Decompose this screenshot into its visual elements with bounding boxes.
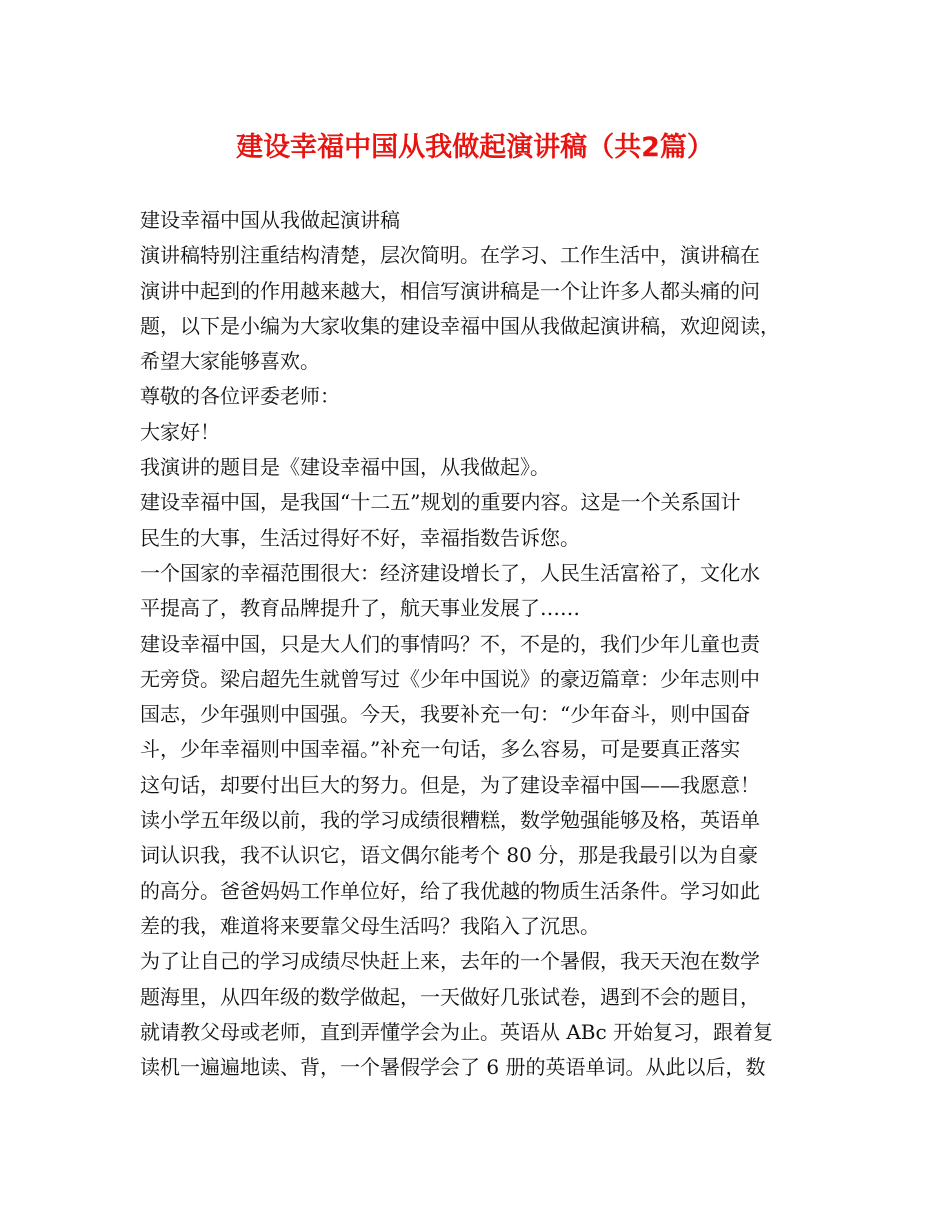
text-line: 读小学五年级以前，我的学习成绩很糟糕，数学勉强能够及格，英语单 xyxy=(140,808,760,833)
text-line: 一个国家的幸福范围很大：经济建设增长了，人民生活富裕了，文化水 xyxy=(140,560,760,585)
text-line: 就请教父母或老师，直到弄懂学会为止。英语从 ABc 开始复习，跟着复 xyxy=(140,1019,774,1044)
text-line: 尊敬的各位评委老师： xyxy=(140,384,340,409)
text-line: 题海里，从四年级的数学做起，一天做好几张试卷，遇到不会的题目， xyxy=(140,984,760,1009)
text-line: 为了让自己的学习成绩尽快赶上来，去年的一个暑假，我天天泡在数学 xyxy=(140,949,760,974)
text-line: 斗，少年幸福则中国幸福。”补充一句话，多么容易，可是要真正落实 xyxy=(140,737,741,762)
text-line: 建设幸福中国，是我国“十二五”规划的重要内容。这是一个关系国计 xyxy=(140,490,741,515)
text-line: 的高分。爸爸妈妈工作单位好，给了我优越的物质生活条件。学习如此 xyxy=(140,878,760,903)
text-line: 无旁贷。梁启超先生就曾写过《少年中国说》的豪迈篇章：少年志则中 xyxy=(140,666,760,691)
text-line: 民生的大事，生活过得好不好，幸福指数告诉您。 xyxy=(140,525,580,550)
text-line: 读机一遍遍地读、背，一个暑假学会了 6 册的英语单词。从此以后，数 xyxy=(140,1055,766,1080)
text-line: 大家好！ xyxy=(140,419,220,444)
text-line: 演讲稿特别注重结构清楚，层次简明。在学习、工作生活中，演讲稿在 xyxy=(140,243,760,268)
document-body xyxy=(140,203,830,1085)
text-line: 这句话，却要付出巨大的努力。但是，为了建设幸福中国——我愿意！ xyxy=(140,772,760,797)
text-line: 我演讲的题目是《建设幸福中国，从我做起》。 xyxy=(140,455,550,480)
text-line: 演讲中起到的作用越来越大，相信写演讲稿是一个让许多人都头痛的问 xyxy=(140,278,760,303)
text-line: 词认识我，我不认识它，语文偶尔能考个 80 分，那是我最引以为自豪 xyxy=(140,843,759,868)
text-line: 题，以下是小编为大家收集的建设幸福中国从我做起演讲稿，欢迎阅读， xyxy=(140,313,780,338)
text-line: 希望大家能够喜欢。 xyxy=(140,349,320,374)
text-line: 建设幸福中国，只是大人们的事情吗？不，不是的，我们少年儿童也责 xyxy=(140,631,760,656)
document-title: 建设幸福中国从我做起演讲稿（共2篇） xyxy=(236,132,714,163)
text-line: 国志，少年强则中国强。今天，我要补充一句：“少年奋斗，则中国奋 xyxy=(140,702,751,727)
text-line: 差的我，难道将来要靠父母生活吗？我陷入了沉思。 xyxy=(140,913,600,938)
text-line: 平提高了，教育品牌提升了，航天事业发展了…… xyxy=(140,596,580,621)
text-line: 建设幸福中国从我做起演讲稿 xyxy=(140,208,400,232)
